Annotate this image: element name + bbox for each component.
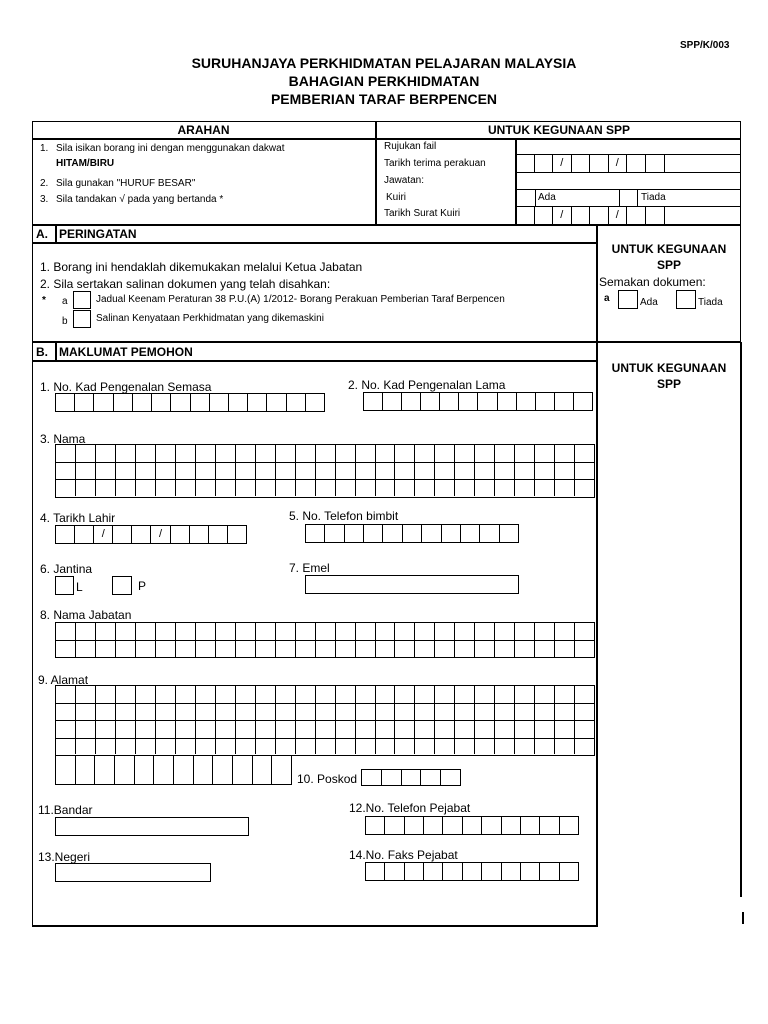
section-a-title: PERINGATAN [59,227,137,241]
option-a-letter: a [62,296,68,307]
section-a-spp-title-1: UNTUK KEGUNAAN [611,242,727,256]
section-b-bottom-line [32,925,598,927]
jantina-p-checkbox[interactable] [112,576,132,595]
spp-option-a-letter: a [604,293,610,304]
header-line-1: SURUHANJAYA PERKHIDMATAN PELAJARAN MALAYSIA [191,55,577,71]
poskod-input-grid[interactable] [361,769,461,786]
field-2-label: 2. No. Kad Pengenalan Lama [348,378,506,392]
field-5-label: 5. No. Telefon bimbit [289,509,399,523]
jawatan-label: Jawatan: [384,175,425,186]
telefon-pejabat-input-grid[interactable] [365,816,579,835]
field-12-label: 12.No. Telefon Pejabat [349,801,471,815]
alamat-input-grid[interactable] [55,685,595,756]
jantina-l-label: L [76,580,83,594]
section-b-right-mark [742,912,744,924]
section-b-title: MAKLUMAT PEMOHON [59,345,193,359]
alamat-last-row[interactable] [55,755,292,785]
arahan-title: ARAHAN [177,123,230,137]
section-a-spp-title [597,241,741,273]
peringatan-item-1: 1. Borang ini hendaklah dikemukakan melalui Ketua Jabatan [40,260,363,274]
tarikh-surat-kuiri-label: Tarikh Surat Kuiri [384,208,461,219]
arahan-item-3: Sila tandakan √ pada yang bertanda * [56,194,224,205]
header-line-2: BAHAGIAN PERKHIDMATAN [288,73,480,89]
field-1-label: 1. No. Kad Pengenalan Semasa [40,380,212,394]
spp-tiada-checkbox[interactable] [676,290,696,309]
arahan-item-1-num: 1. [40,143,49,154]
nama-jabatan-input-grid[interactable] [55,622,595,658]
field-8-label: 8. Nama Jabatan [40,608,132,622]
field-7-label: 7. Emel [289,561,330,575]
ic-lama-input-grid[interactable] [363,392,593,411]
tarikh-surat-kuiri-date-grid[interactable]: / / [515,206,665,225]
arahan-item-1-bold: HITAM/BIRU [56,158,115,169]
section-b-letter-divider [55,342,57,360]
negeri-input[interactable] [55,863,211,882]
kuiri-ada-option[interactable]: Ada [538,192,556,203]
option-b-checkbox[interactable] [73,310,91,328]
telefon-bimbit-input-grid[interactable] [305,524,519,543]
field-4-label: 4. Tarikh Lahir [40,511,116,525]
section-b-spp-divider [596,342,598,926]
spp-title: UNTUK KEGUNAAN SPP [487,123,630,137]
tarikh-lahir-date-grid[interactable]: / / [55,525,247,544]
field-13-label: 13.Negeri [38,850,91,864]
arahan-item-2: Sila gunakan "HURUF BESAR" [56,178,196,189]
section-b-spp-title-1: UNTUK KEGUNAAN [611,361,727,375]
tarikh-terima-label: Tarikh terima perakuan [384,158,486,169]
spp-row-line-3 [515,189,741,190]
option-a-text: Jadual Keenam Peraturan 38 P.U.(A) 1/2012- Borang Perakuan Pemberian Taraf Berpencen [96,294,505,305]
kuiri-label: Kuiri [386,192,407,203]
peringatan-item-2: 2. Sila sertakan salinan dokumen yang telah disahkan: [40,277,331,291]
bandar-input[interactable] [55,817,249,836]
kuiri-tiada-option[interactable]: Tiada [641,192,666,203]
table-header-divider [32,138,741,140]
rujukan-fail-label: Rujukan fail [384,141,437,152]
emel-input[interactable] [305,575,519,594]
arahan-item-1: Sila isikan borang ini dengan menggunakan dakwat [56,143,285,154]
arahan-item-2-num: 2. [40,178,49,189]
field-6-label: 6. Jantina [40,562,93,576]
tiada-box-left [619,189,620,206]
tiada-box-right [637,189,638,206]
ada-box-divider [535,189,536,206]
ic-semasa-input-grid[interactable] [55,393,325,412]
spp-ada-checkbox[interactable] [618,290,638,309]
required-star: * [42,295,46,306]
option-b-letter: b [62,316,68,327]
field-10-label: 10. Poskod [297,772,358,786]
field-3-label: 3. Nama [40,432,86,446]
section-a-header-line [32,242,597,244]
field-14-label: 14.No. Faks Pejabat [349,848,458,862]
spp-ada-label: Ada [640,297,658,308]
field-9-label: 9. Alamat [38,673,89,687]
section-a-spp-title-2: SPP [656,258,681,272]
faks-pejabat-input-grid[interactable] [365,862,579,881]
nama-input-grid[interactable] [55,444,595,498]
option-a-checkbox[interactable] [73,291,91,309]
jantina-l-checkbox[interactable] [55,576,74,595]
spp-tiada-label: Tiada [698,297,723,308]
section-a-letter-divider [55,225,57,242]
tarikh-terima-date-grid[interactable]: / / [515,154,665,173]
section-b-spp-title [597,360,741,392]
form-code: SPP/K/003 [680,40,730,51]
option-b-text: Salinan Kenyataan Perkhidmatan yang dikemaskini [96,313,324,324]
jantina-p-label: P [138,579,147,593]
section-b-spp-title-2: SPP [656,377,681,391]
form-header [0,54,768,108]
section-b-header-line [32,360,597,362]
section-a-letter: A. [36,227,48,241]
field-11-label: 11.Bandar [38,803,93,817]
semakan-dokumen-label: Semakan dokumen: [599,275,706,289]
section-b-letter: B. [36,345,48,359]
section-b-right-border [740,342,742,897]
arahan-item-3-num: 3. [40,194,49,205]
header-line-3: PEMBERIAN TARAF BERPENCEN [270,91,498,107]
